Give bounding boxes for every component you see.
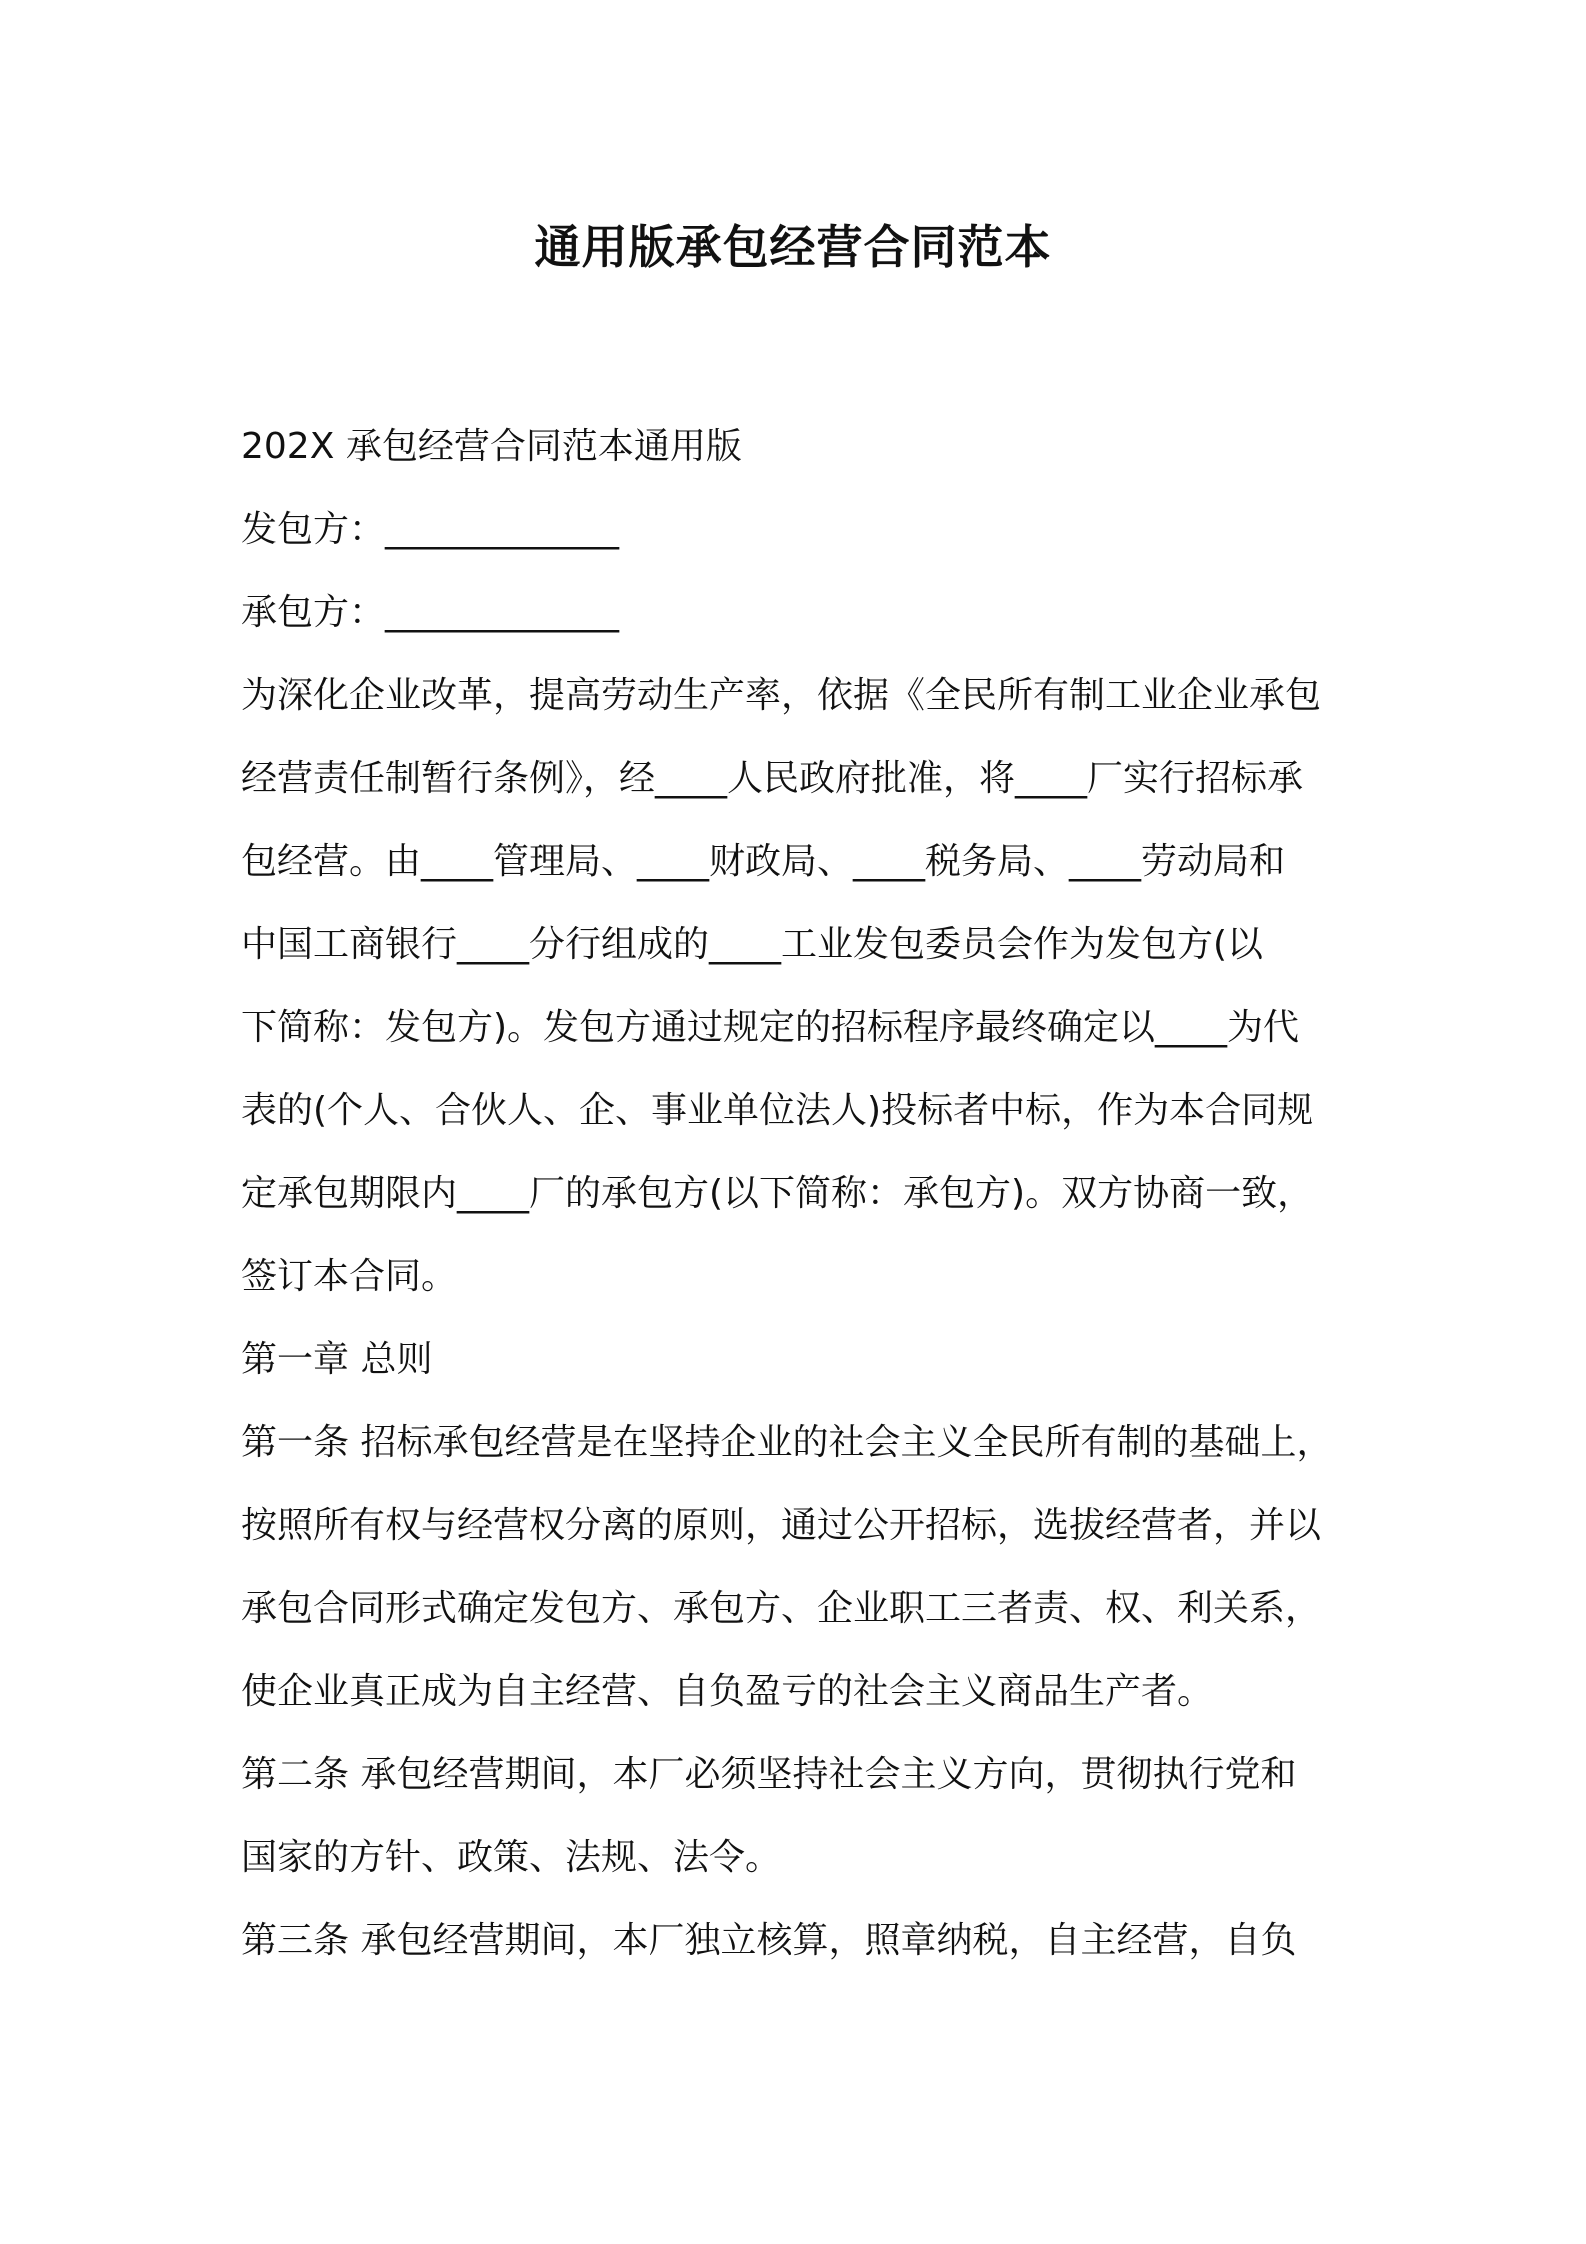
article-3-line: 第三条 承包经营期间，本厂独立核算，照章纳税，自主经营，自负	[241, 1920, 1297, 1961]
article-2-line: 第二条 承包经营期间，本厂必须坚持社会主义方向，贯彻执行党和	[241, 1754, 1297, 1795]
preamble-line: 定承包期限内____厂的承包方(以下简称：承包方)。双方协商一致，	[241, 1173, 1314, 1214]
preamble-line: 为深化企业改革，提高劳动生产率，依据《全民所有制工业企业承包	[241, 675, 1322, 716]
preamble-line: 表的(个人、合伙人、企、事业单位法人)投标者中标，作为本合同规	[241, 1090, 1314, 1131]
document-title: 通用版承包经营合同范本	[534, 220, 1052, 274]
preamble-line: 签订本合同。	[241, 1256, 458, 1297]
preamble-line: 中国工商银行____分行组成的____工业发包委员会作为发包方(以	[241, 924, 1264, 965]
employer-party-line: 发包方：_____________	[241, 509, 620, 550]
document-subtitle: 202X 承包经营合同范本通用版	[241, 426, 742, 467]
article-1-line: 使企业真正成为自主经营、自负盈亏的社会主义商品生产者。	[241, 1671, 1214, 1712]
document-body	[241, 405, 1361, 1982]
article-1-line: 第一条 招标承包经营是在坚持企业的社会主义全民所有制的基础上，	[241, 1422, 1333, 1463]
preamble-line: 包经营。由____管理局、____财政局、____税务局、____劳动局和	[241, 841, 1286, 882]
article-1-line: 按照所有权与经营权分离的原则，通过公开招标，选拔经营者，并以	[241, 1505, 1322, 1546]
article-1-line: 承包合同形式确定发包方、承包方、企业职工三者责、权、利关系，	[241, 1588, 1322, 1629]
preamble-line: 经营责任制暂行条例》，经____人民政府批准，将____厂实行招标承	[241, 758, 1304, 799]
contractor-party-line: 承包方：_____________	[241, 592, 620, 633]
article-2-line: 国家的方针、政策、法规、法令。	[241, 1837, 782, 1878]
chapter-heading: 第一章 总则	[241, 1339, 433, 1380]
preamble-line: 下简称：发包方)。发包方通过规定的招标程序最终确定以____为代	[241, 1007, 1300, 1048]
